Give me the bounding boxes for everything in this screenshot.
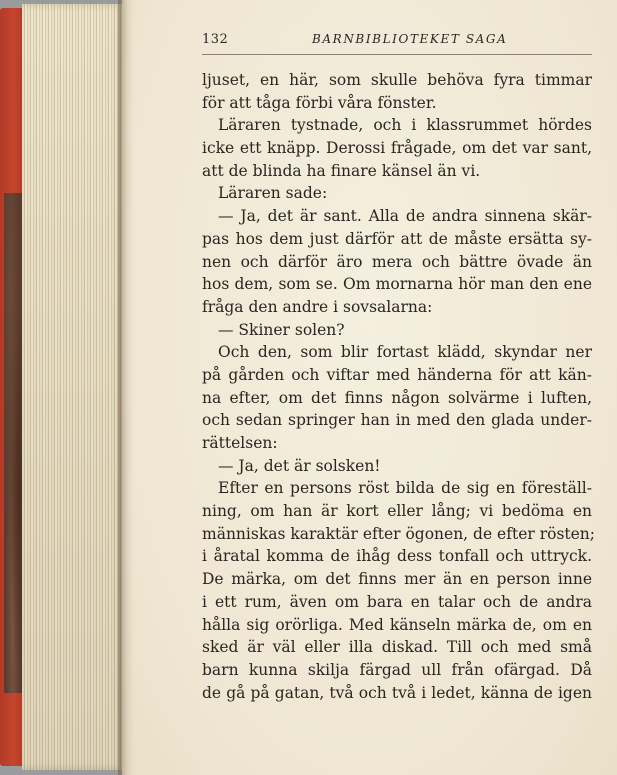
text-line: sked är väl eller illa diskad. Till och med små [202,638,592,657]
text-line: — Ja, det är sant. Alla de andra sinnena skär- [218,207,592,226]
page-content [202,28,596,704]
text-line: att de blinda ha finare känsel än vi. [202,161,481,180]
text-line: nen och därför äro mera och bättre övade än [202,252,592,271]
text-line: fråga den andre i sovsalarna: [202,297,433,316]
text-line: Läraren tystnade, och i klassrummet hördes [218,116,592,135]
running-title: BARNBIBLIOTEKET SAGA [312,32,508,46]
text-line: för att tåga förbi våra fönster. [202,93,437,112]
text-line: De märka, om det finns mer än en person inne [202,570,592,589]
text-line: människas karaktär efter ögonen, de efter rösten; [202,524,596,543]
text-line: ljuset, en här, som skulle behöva fyra timmar [202,71,592,89]
body-text [202,69,596,704]
text-line: ning, om han är kort eller lång; vi bedöma en [202,502,592,521]
text-line: på gården och viftar med händerna för att kän- [202,365,592,384]
page-edges-shade [22,4,126,770]
text-line: och sedan springer han in med den glada under- [202,411,592,430]
text-line: de gå på gatan, två och två i ledet, känna de igen [202,683,592,702]
text-line: barn kunna skilja färgad ull från ofärgad. Då [202,660,592,679]
text-line: rättelsen: [202,434,278,452]
text-line: i ett rum, även om bara en talar och de andra [202,592,592,611]
book-gutter [118,0,134,775]
book-page [122,0,617,775]
page-header [202,28,592,55]
text-line: Och den, som blir fortast klädd, skyndar ner [218,343,592,362]
text-line: hos dem, som se. Om mornarna hör man den ene [202,275,592,294]
text-line: i åratal komma de ihåg dess tonfall och uttryck. [202,547,592,566]
text-line: hålla sig orörliga. Med känseln märka de, om en [202,615,592,634]
text-line: na efter, om det finns någon solvärme i luften, [202,388,592,407]
text-line: pas hos dem just därför att de måste ersätta sy- [202,229,592,248]
text-line: Efter en persons röst bilda de sig en föreställ- [218,479,592,498]
page-number: 132 [202,32,229,47]
text-line: icke ett knäpp. Derossi frågade, om det var sant, [202,139,592,158]
text-line: — Ja, det är solsken! [218,456,381,475]
text-line: Läraren sade: [218,184,328,203]
text-line: — Skiner solen? [218,320,345,339]
